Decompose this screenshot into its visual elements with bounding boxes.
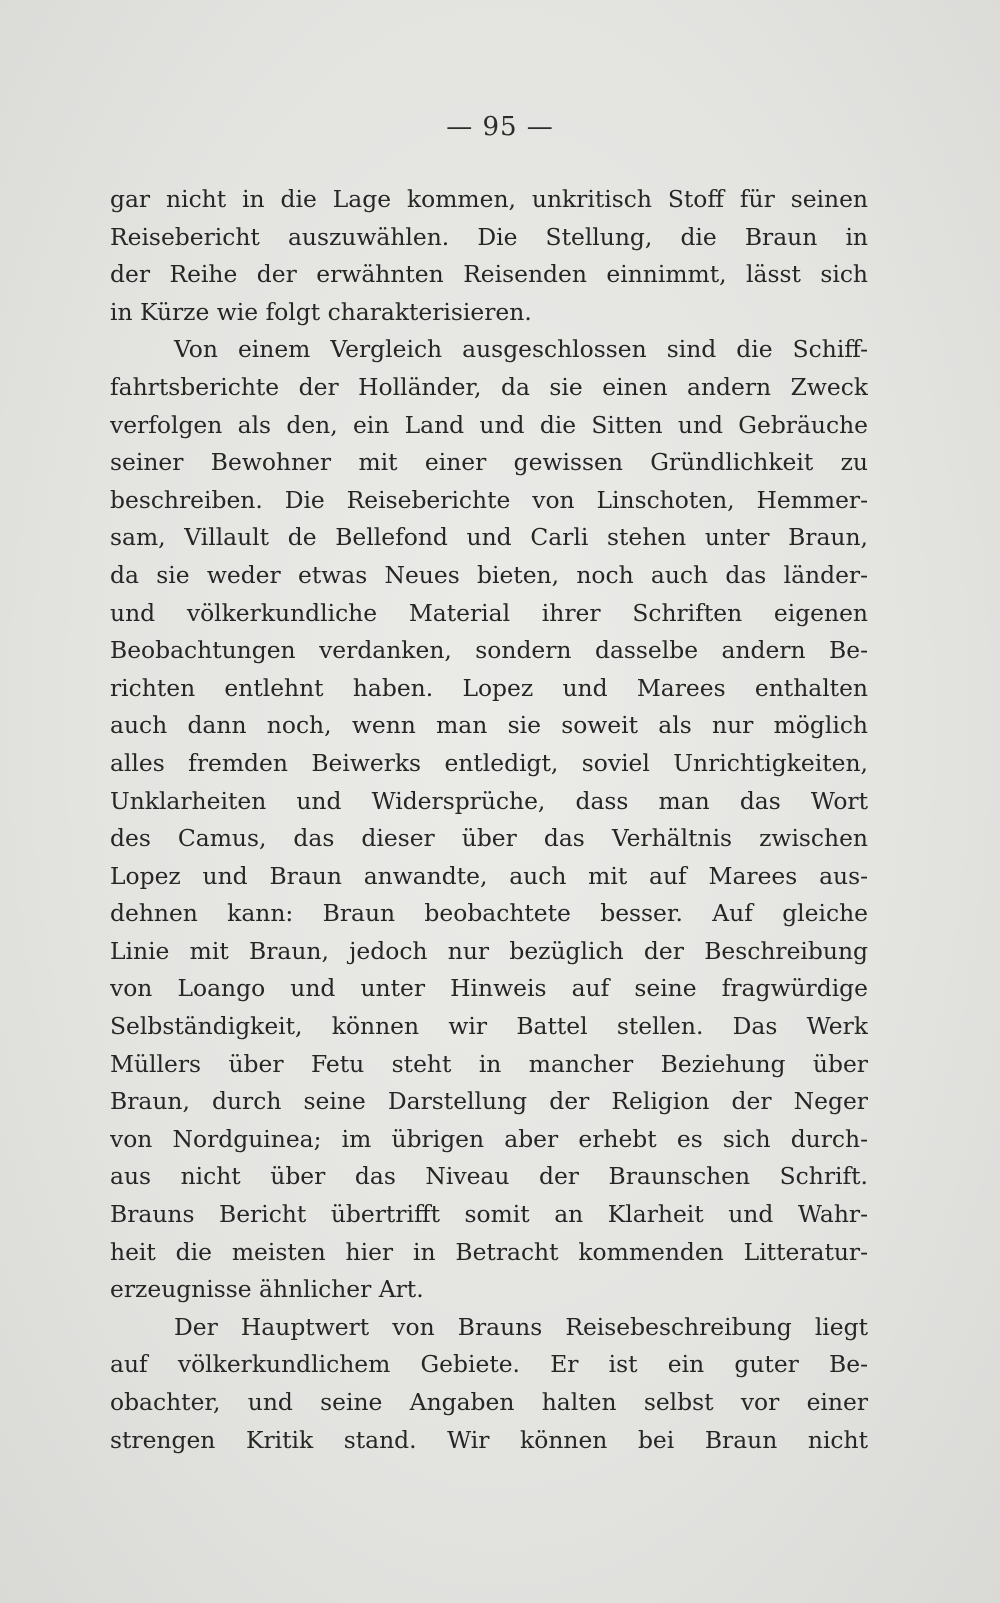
text-line: des Camus, das dieser über das Verhältnis zwischen bbox=[110, 824, 868, 853]
text-line: und völkerkundliche Material ihrer Schriften eigenen bbox=[110, 598, 868, 627]
text-line: verfolgen als den, ein Land und die Sitten und Gebräuche bbox=[110, 410, 868, 439]
text-line: Der Hauptwert von Brauns Reisebeschreibung liegt bbox=[174, 1312, 868, 1341]
text-line: Lopez und Braun anwandte, auch mit auf Marees aus- bbox=[110, 861, 868, 890]
text-line: in Kürze wie folgt charakterisieren. bbox=[110, 297, 532, 326]
text-line: seiner Bewohner mit einer gewissen Gründlichkeit zu bbox=[110, 448, 868, 477]
text-line: Beobachtungen verdanken, sondern dasselbe andern Be- bbox=[110, 636, 868, 665]
text-line: Reisebericht auszuwählen. Die Stellung, die Braun in bbox=[110, 222, 868, 251]
text-line: Linie mit Braun, jedoch nur bezüglich der Beschreibung bbox=[110, 936, 868, 965]
text-line: Von einem Vergleich ausgeschlossen sind die Schiff- bbox=[174, 335, 868, 364]
text-line: obachter, und seine Angaben halten selbst vor einer bbox=[110, 1388, 868, 1416]
text-line: auch dann noch, wenn man sie soweit als nur möglich bbox=[110, 711, 868, 740]
text-line: alles fremden Beiwerks entledigt, soviel Unrichtigkeiten, bbox=[110, 748, 868, 777]
text-line: heit die meisten hier in Betracht kommenden Litteratur- bbox=[110, 1237, 868, 1266]
text-line: aus nicht über das Niveau der Braunschen Schrift. bbox=[110, 1162, 868, 1191]
body-text bbox=[110, 181, 868, 1459]
text-line: gar nicht in die Lage kommen, unkritisch Stoff für seinen bbox=[110, 185, 868, 213]
text-line: da sie weder etwas Neues bieten, noch auch das länder- bbox=[110, 560, 868, 589]
text-line: Braun, durch seine Darstellung der Religion der Neger bbox=[110, 1087, 868, 1116]
text-line: Brauns Bericht übertrifft somit an Klarheit und Wahr- bbox=[110, 1200, 868, 1229]
text-line: Selbständigkeit, können wir Battel stellen. Das Werk bbox=[110, 1012, 868, 1041]
text-line: dehnen kann: Braun beobachtete besser. Auf gleiche bbox=[110, 899, 868, 928]
text-line: beschreiben. Die Reiseberichte von Linschoten, Hemmer- bbox=[110, 485, 868, 514]
text-line: fahrtsberichte der Holländer, da sie einen andern Zweck bbox=[110, 372, 868, 401]
text-line: von Nordguinea; im übrigen aber erhebt es sich durch- bbox=[110, 1124, 868, 1153]
text-line: erzeugnisse ähnlicher Art. bbox=[110, 1275, 424, 1304]
text-line: der Reihe der erwähnten Reisenden einnimmt, lässt sich bbox=[110, 260, 868, 289]
page-number: — 95 — bbox=[446, 112, 554, 142]
text-line: auf völkerkundlichem Gebiete. Er ist ein guter Be- bbox=[110, 1350, 868, 1379]
text-line: Unklarheiten und Widersprüche, dass man das Wort bbox=[110, 786, 868, 815]
text-line: Müllers über Fetu steht in mancher Beziehung über bbox=[110, 1049, 868, 1078]
text-line: sam, Villault de Bellefond und Carli stehen unter Braun, bbox=[110, 523, 868, 552]
text-line: strengen Kritik stand. Wir können bei Braun nicht bbox=[110, 1425, 868, 1454]
text-line: richten entlehnt haben. Lopez und Marees enthalten bbox=[110, 673, 868, 702]
text-line: von Loango und unter Hinweis auf seine fragwürdige bbox=[110, 974, 868, 1003]
